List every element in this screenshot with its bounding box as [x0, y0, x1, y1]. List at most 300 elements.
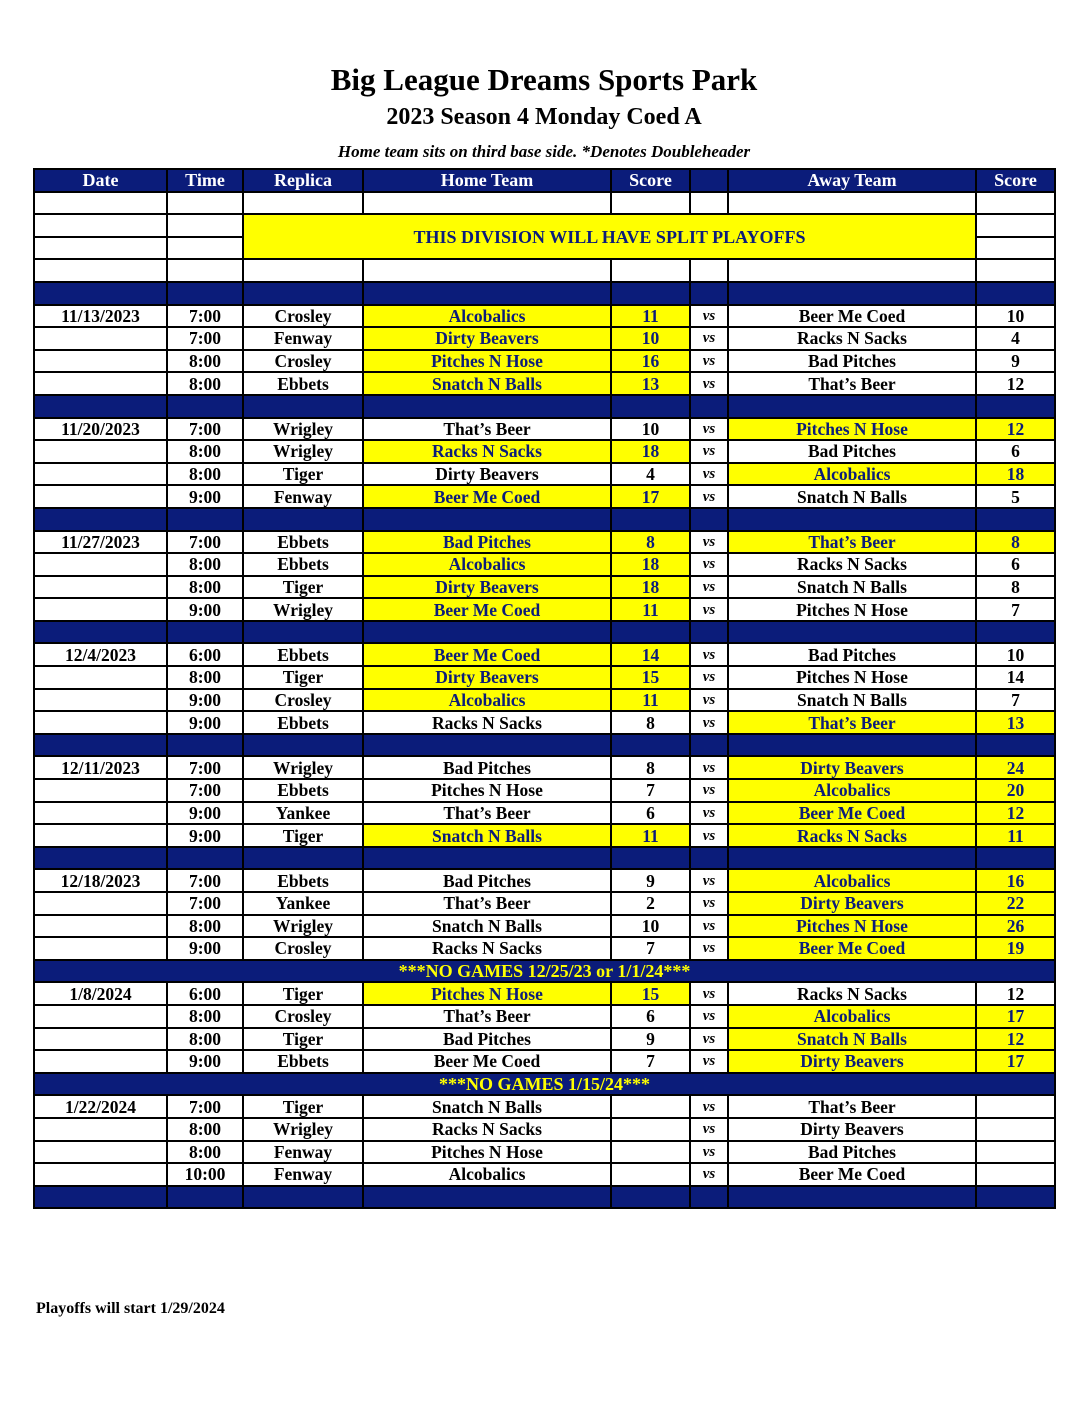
- playoffs-note: Playoffs will start 1/29/2024: [36, 1300, 225, 1317]
- away-team-cell: Dirty Beavers: [728, 892, 976, 915]
- home-score-cell: [611, 1141, 690, 1164]
- separator-cell: [363, 847, 611, 870]
- date-cell: [34, 553, 167, 576]
- col-header-date: Date: [34, 169, 167, 192]
- blank-cell: [611, 192, 690, 215]
- game-row: [34, 643, 1055, 666]
- away-score-cell: [976, 1141, 1055, 1164]
- blank-cell: [690, 259, 728, 282]
- col-header-time: Time: [167, 169, 243, 192]
- away-team-cell: Racks N Sacks: [728, 553, 976, 576]
- blank-cell: [976, 259, 1055, 282]
- home-score-cell: 11: [611, 598, 690, 621]
- game-row: [34, 553, 1055, 576]
- home-team-cell: Bad Pitches: [363, 869, 611, 892]
- date-cell: [34, 372, 167, 395]
- separator-cell: [690, 508, 728, 531]
- replica-cell: Fenway: [243, 327, 363, 350]
- time-cell: 8:00: [167, 553, 243, 576]
- header-row: [34, 169, 1055, 192]
- game-row: [34, 350, 1055, 373]
- away-team-cell: Snatch N Balls: [728, 576, 976, 599]
- home-team-cell: Alcobalics: [363, 553, 611, 576]
- replica-cell: Fenway: [243, 485, 363, 508]
- game-row: [34, 1118, 1055, 1141]
- time-cell: 7:00: [167, 892, 243, 915]
- away-team-cell: Alcobalics: [728, 1005, 976, 1028]
- game-row: [34, 485, 1055, 508]
- col-header-vs: [690, 169, 728, 192]
- blank-cell: [243, 192, 363, 215]
- game-row: [34, 1005, 1055, 1028]
- home-score-cell: 15: [611, 982, 690, 1005]
- away-team-cell: That’s Beer: [728, 711, 976, 734]
- date-cell: [34, 485, 167, 508]
- time-cell: 9:00: [167, 689, 243, 712]
- home-team-cell: Racks N Sacks: [363, 1118, 611, 1141]
- separator-cell: [611, 395, 690, 418]
- away-team-cell: That’s Beer: [728, 531, 976, 554]
- separator-cell: [728, 734, 976, 757]
- time-cell: 7:00: [167, 779, 243, 802]
- blank-cell: [363, 259, 611, 282]
- date-cell: [34, 1118, 167, 1141]
- page-title: Big League Dreams Sports Park: [330, 62, 758, 97]
- game-row: [34, 869, 1055, 892]
- home-team-cell: Bad Pitches: [363, 756, 611, 779]
- home-score-cell: [611, 1118, 690, 1141]
- game-row: [34, 305, 1055, 328]
- separator-cell: [611, 508, 690, 531]
- home-team-cell: Bad Pitches: [363, 1028, 611, 1051]
- replica-cell: Tiger: [243, 463, 363, 486]
- game-row: [34, 892, 1055, 915]
- away-team-cell: Racks N Sacks: [728, 824, 976, 847]
- date-cell: [34, 824, 167, 847]
- time-cell: 9:00: [167, 937, 243, 960]
- separator-cell: [34, 395, 167, 418]
- blank-cell: [167, 192, 243, 215]
- blank-cell: [167, 259, 243, 282]
- game-row: [34, 531, 1055, 554]
- week-separator-row: [34, 395, 1055, 418]
- time-cell: 7:00: [167, 756, 243, 779]
- date-cell: [34, 802, 167, 825]
- date-cell: [34, 1050, 167, 1073]
- away-score-cell: 11: [976, 824, 1055, 847]
- home-team-cell: Beer Me Coed: [363, 598, 611, 621]
- separator-cell: [243, 847, 363, 870]
- home-score-cell: 8: [611, 711, 690, 734]
- vs-cell: vs: [690, 937, 728, 960]
- vs-cell: vs: [690, 802, 728, 825]
- game-row: [34, 982, 1055, 1005]
- game-row: [34, 802, 1055, 825]
- date-cell: [34, 915, 167, 938]
- date-cell: 11/20/2023: [34, 418, 167, 441]
- blank-cell: [167, 237, 243, 260]
- no-games-row: [34, 1073, 1055, 1096]
- blank-cell: [728, 192, 976, 215]
- home-team-cell: Snatch N Balls: [363, 824, 611, 847]
- blank-row: [34, 259, 1055, 282]
- home-team-cell: Dirty Beavers: [363, 463, 611, 486]
- home-team-cell: Alcobalics: [363, 689, 611, 712]
- vs-cell: vs: [690, 689, 728, 712]
- game-row: [34, 463, 1055, 486]
- home-score-cell: [611, 1163, 690, 1186]
- replica-cell: Tiger: [243, 1095, 363, 1118]
- date-cell: 12/18/2023: [34, 869, 167, 892]
- date-cell: [34, 1163, 167, 1186]
- vs-cell: vs: [690, 1118, 728, 1141]
- away-score-cell: 10: [976, 305, 1055, 328]
- date-cell: 12/4/2023: [34, 643, 167, 666]
- blank-cell: [611, 259, 690, 282]
- vs-cell: vs: [690, 305, 728, 328]
- header-note: Home team sits on third base side. *Denotes Doubleheader: [337, 142, 751, 161]
- separator-cell: [243, 734, 363, 757]
- time-cell: 7:00: [167, 418, 243, 441]
- away-score-cell: 6: [976, 553, 1055, 576]
- replica-cell: Crosley: [243, 305, 363, 328]
- home-score-cell: 8: [611, 531, 690, 554]
- replica-cell: Ebbets: [243, 553, 363, 576]
- away-score-cell: 13: [976, 711, 1055, 734]
- time-cell: 9:00: [167, 1050, 243, 1073]
- separator-cell: [363, 621, 611, 644]
- away-score-cell: 26: [976, 915, 1055, 938]
- separator-cell: [363, 282, 611, 305]
- separator-cell: [363, 1186, 611, 1209]
- time-cell: 9:00: [167, 485, 243, 508]
- away-team-cell: Dirty Beavers: [728, 1050, 976, 1073]
- separator-cell: [34, 282, 167, 305]
- away-score-cell: 12: [976, 418, 1055, 441]
- separator-cell: [611, 282, 690, 305]
- separator-cell: [34, 734, 167, 757]
- away-team-cell: Bad Pitches: [728, 1141, 976, 1164]
- game-row: [34, 915, 1055, 938]
- week-separator-row: [34, 734, 1055, 757]
- separator-cell: [243, 621, 363, 644]
- replica-cell: Tiger: [243, 576, 363, 599]
- separator-cell: [167, 621, 243, 644]
- vs-cell: vs: [690, 824, 728, 847]
- blank-row: [34, 192, 1055, 215]
- home-team-cell: Dirty Beavers: [363, 576, 611, 599]
- home-score-cell: 11: [611, 689, 690, 712]
- date-cell: 1/8/2024: [34, 982, 167, 1005]
- blank-cell: [363, 192, 611, 215]
- away-score-cell: 5: [976, 485, 1055, 508]
- home-score-cell: 18: [611, 553, 690, 576]
- game-row: [34, 666, 1055, 689]
- separator-cell: [976, 734, 1055, 757]
- home-team-cell: Bad Pitches: [363, 531, 611, 554]
- separator-cell: [728, 508, 976, 531]
- col-header-away-team: Away Team: [728, 169, 976, 192]
- home-team-cell: That’s Beer: [363, 892, 611, 915]
- separator-cell: [363, 395, 611, 418]
- separator-cell: [611, 621, 690, 644]
- home-team-cell: Racks N Sacks: [363, 711, 611, 734]
- away-score-cell: [976, 1118, 1055, 1141]
- home-score-cell: 6: [611, 802, 690, 825]
- home-team-cell: Beer Me Coed: [363, 485, 611, 508]
- away-score-cell: 14: [976, 666, 1055, 689]
- date-cell: [34, 892, 167, 915]
- away-team-cell: Beer Me Coed: [728, 1163, 976, 1186]
- blank-cell: [34, 259, 167, 282]
- date-cell: [34, 1005, 167, 1028]
- time-cell: 8:00: [167, 1005, 243, 1028]
- away-team-cell: Pitches N Hose: [728, 666, 976, 689]
- time-cell: 7:00: [167, 1095, 243, 1118]
- vs-cell: vs: [690, 440, 728, 463]
- home-score-cell: 7: [611, 937, 690, 960]
- away-score-cell: 22: [976, 892, 1055, 915]
- separator-cell: [976, 395, 1055, 418]
- separator-cell: [690, 1186, 728, 1209]
- separator-cell: [690, 621, 728, 644]
- replica-cell: Fenway: [243, 1141, 363, 1164]
- vs-cell: vs: [690, 531, 728, 554]
- replica-cell: Wrigley: [243, 1118, 363, 1141]
- vs-cell: vs: [690, 892, 728, 915]
- blank-cell: [34, 237, 167, 260]
- replica-cell: Wrigley: [243, 915, 363, 938]
- blank-cell: [976, 192, 1055, 215]
- time-cell: 7:00: [167, 531, 243, 554]
- time-cell: 10:00: [167, 1163, 243, 1186]
- time-cell: 7:00: [167, 305, 243, 328]
- vs-cell: vs: [690, 553, 728, 576]
- game-row: [34, 1095, 1055, 1118]
- home-team-cell: Pitches N Hose: [363, 982, 611, 1005]
- date-cell: [34, 666, 167, 689]
- away-team-cell: Snatch N Balls: [728, 485, 976, 508]
- replica-cell: Wrigley: [243, 756, 363, 779]
- time-cell: 7:00: [167, 327, 243, 350]
- vs-cell: vs: [690, 1050, 728, 1073]
- replica-cell: Ebbets: [243, 711, 363, 734]
- time-cell: 8:00: [167, 372, 243, 395]
- away-score-cell: 9: [976, 350, 1055, 373]
- separator-cell: [976, 282, 1055, 305]
- replica-cell: Fenway: [243, 1163, 363, 1186]
- time-cell: 8:00: [167, 1141, 243, 1164]
- game-row: [34, 711, 1055, 734]
- replica-cell: Ebbets: [243, 531, 363, 554]
- separator-cell: [243, 395, 363, 418]
- date-cell: [34, 440, 167, 463]
- separator-cell: [611, 1186, 690, 1209]
- col-header-replica: Replica: [243, 169, 363, 192]
- separator-cell: [167, 1186, 243, 1209]
- separator-cell: [728, 1186, 976, 1209]
- separator-cell: [167, 734, 243, 757]
- week-separator-row: [34, 847, 1055, 870]
- blank-cell: [976, 214, 1055, 237]
- away-score-cell: 24: [976, 756, 1055, 779]
- vs-cell: vs: [690, 350, 728, 373]
- separator-cell: [976, 847, 1055, 870]
- replica-cell: Wrigley: [243, 598, 363, 621]
- time-cell: 9:00: [167, 824, 243, 847]
- away-score-cell: 10: [976, 643, 1055, 666]
- week-separator-row: [34, 282, 1055, 305]
- away-team-cell: Beer Me Coed: [728, 305, 976, 328]
- separator-cell: [243, 282, 363, 305]
- separator-cell: [34, 1186, 167, 1209]
- home-team-cell: Alcobalics: [363, 1163, 611, 1186]
- home-team-cell: Racks N Sacks: [363, 440, 611, 463]
- vs-cell: vs: [690, 711, 728, 734]
- separator-cell: [690, 282, 728, 305]
- replica-cell: Ebbets: [243, 869, 363, 892]
- game-row: [34, 689, 1055, 712]
- date-cell: 11/13/2023: [34, 305, 167, 328]
- home-score-cell: 7: [611, 779, 690, 802]
- vs-cell: vs: [690, 576, 728, 599]
- home-score-cell: 13: [611, 372, 690, 395]
- separator-cell: [690, 395, 728, 418]
- replica-cell: Ebbets: [243, 643, 363, 666]
- separator-cell: [728, 395, 976, 418]
- replica-cell: Crosley: [243, 1005, 363, 1028]
- separator-cell: [363, 734, 611, 757]
- away-team-cell: Racks N Sacks: [728, 982, 976, 1005]
- blank-cell: [690, 192, 728, 215]
- vs-cell: vs: [690, 1141, 728, 1164]
- home-score-cell: 11: [611, 305, 690, 328]
- no-games-row: [34, 960, 1055, 983]
- game-row: [34, 372, 1055, 395]
- date-cell: [34, 350, 167, 373]
- away-team-cell: That’s Beer: [728, 1095, 976, 1118]
- time-cell: 8:00: [167, 666, 243, 689]
- separator-cell: [976, 621, 1055, 644]
- home-score-cell: 7: [611, 1050, 690, 1073]
- week-separator-row: [34, 508, 1055, 531]
- separator-cell: [611, 847, 690, 870]
- col-header-home-score: Score: [611, 169, 690, 192]
- vs-cell: vs: [690, 485, 728, 508]
- away-team-cell: Bad Pitches: [728, 440, 976, 463]
- col-header-away-score: Score: [976, 169, 1055, 192]
- time-cell: 9:00: [167, 802, 243, 825]
- game-row: [34, 1163, 1055, 1186]
- vs-cell: vs: [690, 463, 728, 486]
- date-cell: [34, 1028, 167, 1051]
- vs-cell: vs: [690, 915, 728, 938]
- away-score-cell: 12: [976, 802, 1055, 825]
- away-team-cell: Alcobalics: [728, 869, 976, 892]
- away-score-cell: 19: [976, 937, 1055, 960]
- banner-row: [34, 214, 1055, 237]
- vs-cell: vs: [690, 598, 728, 621]
- vs-cell: vs: [690, 982, 728, 1005]
- replica-cell: Tiger: [243, 666, 363, 689]
- home-score-cell: 18: [611, 576, 690, 599]
- game-row: [34, 824, 1055, 847]
- separator-cell: [34, 621, 167, 644]
- game-row: [34, 327, 1055, 350]
- date-cell: [34, 1141, 167, 1164]
- replica-cell: Tiger: [243, 982, 363, 1005]
- time-cell: 9:00: [167, 598, 243, 621]
- away-score-cell: [976, 1095, 1055, 1118]
- date-cell: 12/11/2023: [34, 756, 167, 779]
- away-team-cell: Snatch N Balls: [728, 689, 976, 712]
- time-cell: 8:00: [167, 576, 243, 599]
- home-team-cell: Racks N Sacks: [363, 937, 611, 960]
- separator-cell: [34, 508, 167, 531]
- separator-cell: [243, 508, 363, 531]
- replica-cell: Crosley: [243, 689, 363, 712]
- separator-cell: [167, 282, 243, 305]
- away-team-cell: Snatch N Balls: [728, 1028, 976, 1051]
- game-row: [34, 779, 1055, 802]
- game-row: [34, 598, 1055, 621]
- away-score-cell: 8: [976, 531, 1055, 554]
- vs-cell: vs: [690, 1095, 728, 1118]
- home-team-cell: Dirty Beavers: [363, 327, 611, 350]
- away-score-cell: 12: [976, 1028, 1055, 1051]
- home-team-cell: Snatch N Balls: [363, 1095, 611, 1118]
- vs-cell: vs: [690, 779, 728, 802]
- home-score-cell: 6: [611, 1005, 690, 1028]
- date-cell: 11/27/2023: [34, 531, 167, 554]
- replica-cell: Ebbets: [243, 779, 363, 802]
- week-separator-row: [34, 621, 1055, 644]
- game-row: [34, 418, 1055, 441]
- vs-cell: vs: [690, 1005, 728, 1028]
- replica-cell: Wrigley: [243, 418, 363, 441]
- time-cell: 6:00: [167, 643, 243, 666]
- game-row: [34, 937, 1055, 960]
- vs-cell: vs: [690, 666, 728, 689]
- away-team-cell: Alcobalics: [728, 463, 976, 486]
- away-team-cell: Racks N Sacks: [728, 327, 976, 350]
- home-team-cell: That’s Beer: [363, 1005, 611, 1028]
- home-score-cell: 4: [611, 463, 690, 486]
- away-score-cell: 16: [976, 869, 1055, 892]
- home-team-cell: Beer Me Coed: [363, 643, 611, 666]
- away-score-cell: 7: [976, 598, 1055, 621]
- home-score-cell: 2: [611, 892, 690, 915]
- date-cell: [34, 937, 167, 960]
- vs-cell: vs: [690, 1163, 728, 1186]
- away-team-cell: Dirty Beavers: [728, 1118, 976, 1141]
- home-score-cell: 17: [611, 485, 690, 508]
- away-score-cell: 17: [976, 1005, 1055, 1028]
- away-team-cell: Bad Pitches: [728, 643, 976, 666]
- date-cell: [34, 779, 167, 802]
- page-subtitle: 2023 Season 4 Monday Coed A: [386, 104, 702, 130]
- game-row: [34, 756, 1055, 779]
- separator-cell: [976, 1186, 1055, 1209]
- vs-cell: vs: [690, 372, 728, 395]
- replica-cell: Ebbets: [243, 372, 363, 395]
- separator-cell: [167, 508, 243, 531]
- time-cell: 7:00: [167, 869, 243, 892]
- home-score-cell: 10: [611, 915, 690, 938]
- replica-cell: Wrigley: [243, 440, 363, 463]
- vs-cell: vs: [690, 327, 728, 350]
- time-cell: 8:00: [167, 1028, 243, 1051]
